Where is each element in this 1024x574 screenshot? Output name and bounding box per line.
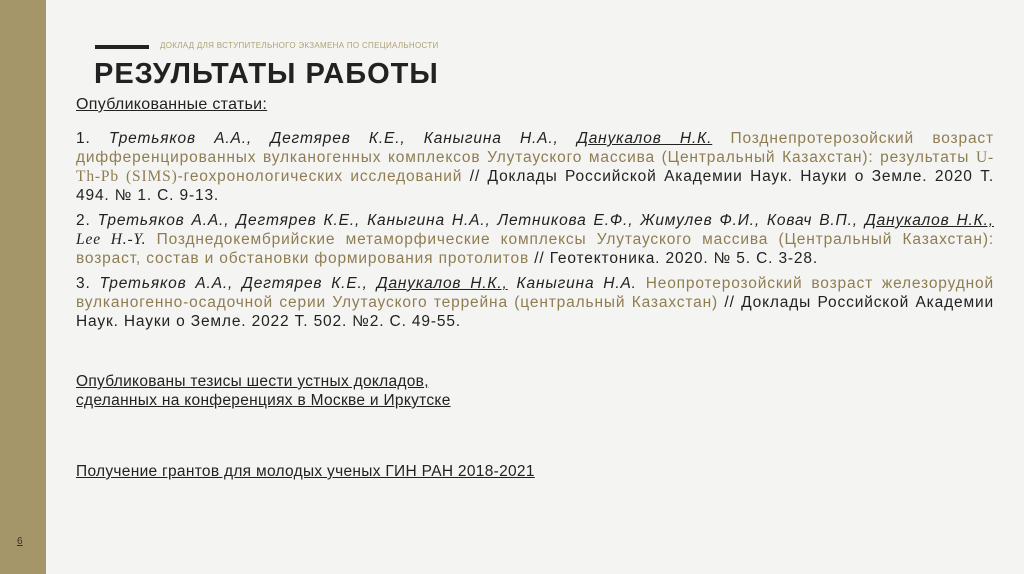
ref-authors-tail: Lee H.-Y.: [76, 231, 147, 248]
published-heading: Опубликованные статьи:: [76, 96, 268, 113]
ref-number: 2.: [76, 212, 91, 229]
slide-content: [76, 96, 994, 481]
ref-authors: Третьяков А.А., Дегтярев К.Е., Каныгина Н.А.,: [108, 130, 559, 147]
reference-2: [76, 211, 994, 268]
ref-source: // Доклады Российской Академии Наук. Науки о Земле. 2020 Т. 494. № 1. С. 9-13.: [76, 168, 994, 204]
ref-title: Неопротерозойский возраст железорудной вулканогенно-осадочной серии Улутауского террейна (центральный Казахстан): [76, 275, 994, 311]
ref-title-tail: -геохронологических исследований: [177, 168, 463, 185]
header-subtitle: ДОКЛАД ДЛЯ ВСТУПИТЕЛЬНОГО ЭКЗАМЕНА ПО СПЕЦИАЛЬНОСТИ: [160, 41, 439, 50]
reference-3: [76, 274, 994, 331]
ref-title: Позднедокембрийские метаморфические комплексы Улутауского массива (Центральный Казахстан): возраст, состав и обстановки формирования протолитов: [76, 231, 994, 267]
ref-authors: Третьяков А.А., Дегтярев К.Е., Каныгина Н.А., Летникова Е.Ф., Жимулев Ф.И., Ковач В.П.,: [97, 212, 858, 229]
page-title: РЕЗУЛЬТАТЫ РАБОТЫ: [94, 58, 439, 90]
ref-authors: Третьяков А.А., Дегтярев К.Е.,: [99, 275, 368, 292]
theses-note: [76, 372, 994, 410]
ref-author-highlight: Данукалов Н.К.,: [376, 275, 508, 292]
ref-number: 1.: [76, 130, 91, 147]
ref-number: 3.: [76, 275, 91, 292]
reference-1: [76, 129, 994, 205]
theses-line-2: сделанных на конференциях в Москве и Иркутске: [76, 392, 451, 409]
ref-authors-tail: Каныгина Н.А.: [516, 275, 637, 292]
ref-author-highlight: Данукалов Н.К.,: [864, 212, 994, 229]
ref-source: // Геотектоника. 2020. № 5. С. 3-28.: [534, 250, 819, 267]
ref-source: // Доклады Российской Академии Наук. Науки о Земле. 2022 Т. 502. №2. С. 49-55.: [76, 294, 994, 330]
ref-author-highlight: Данукалов Н.К.: [576, 130, 713, 147]
header-accent-line: [95, 45, 149, 49]
ref-title-method: U-Th-Pb (SIMS): [76, 149, 994, 185]
theses-line-1: Опубликованы тезисы шести устных докладов,: [76, 373, 429, 390]
sidebar-bar: [0, 0, 46, 574]
grants-note: Получение грантов для молодых ученых ГИН РАН 2018-2021: [76, 463, 535, 480]
page-number[interactable]: 6: [17, 536, 23, 547]
ref-title: Позднепротерозойский возраст дифференцированных вулканогенных комплексов Улутауского массива (Центральный Казахстан): результаты: [76, 130, 994, 166]
